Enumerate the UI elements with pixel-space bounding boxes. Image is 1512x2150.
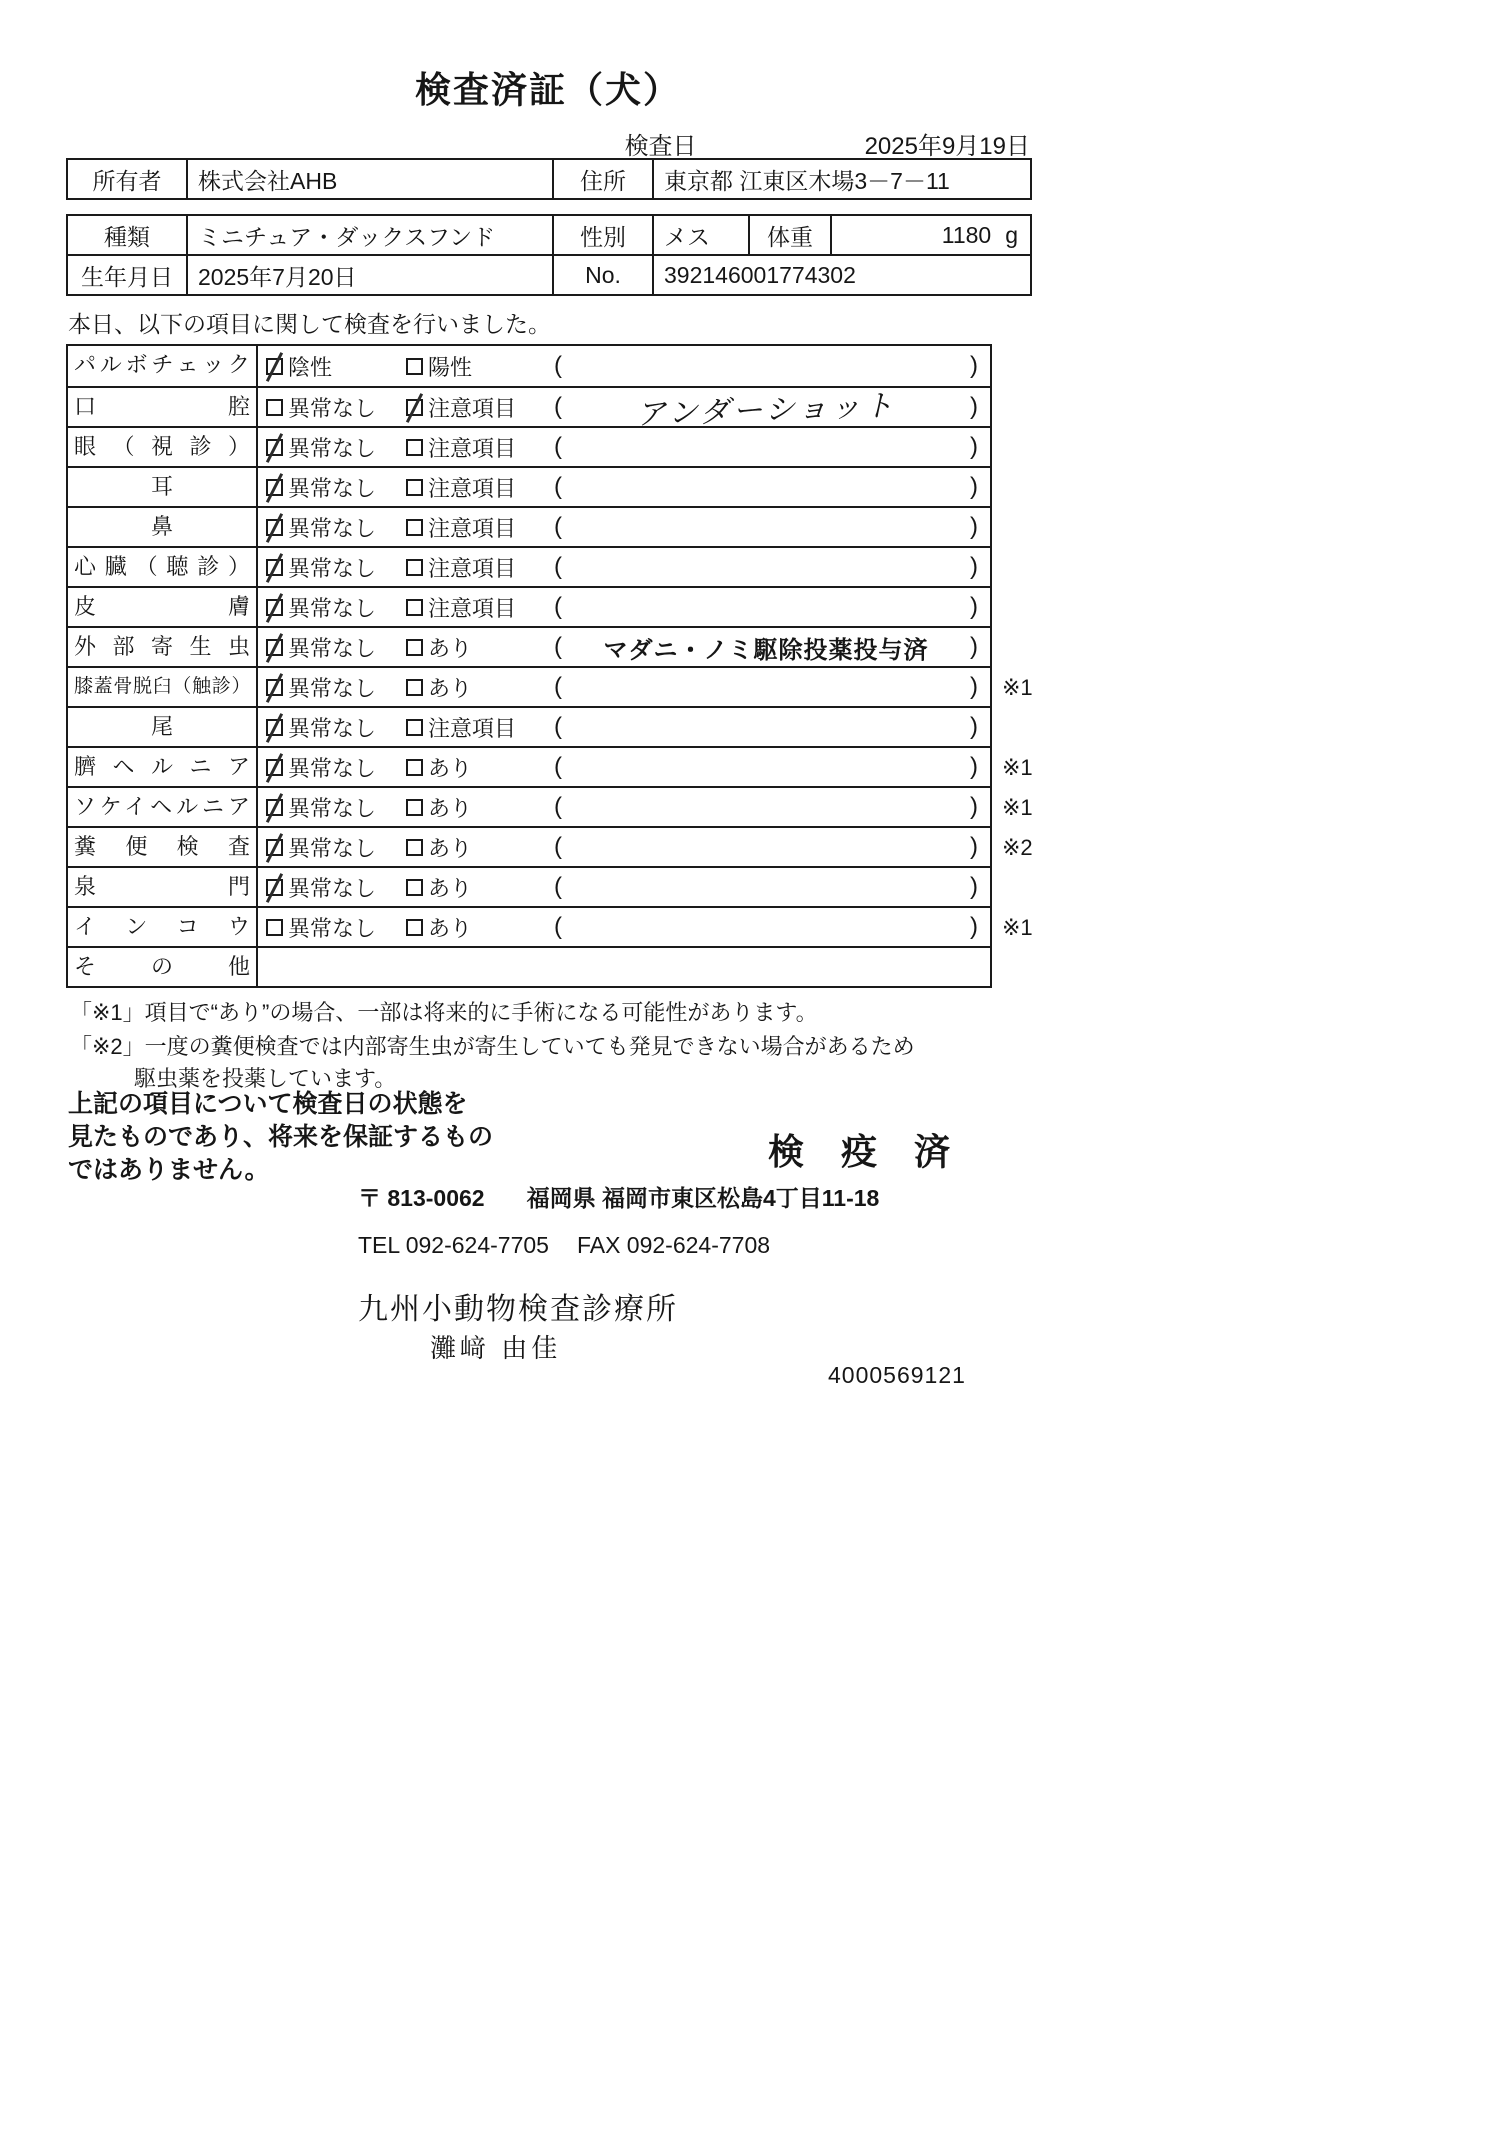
clinic-postal-line	[358, 1180, 879, 1213]
option-label: 注意項目	[428, 595, 517, 621]
option-label: あり	[428, 915, 473, 941]
option-2	[406, 632, 554, 663]
paren-close: )	[970, 713, 978, 740]
checkbox	[266, 759, 283, 776]
row-note-handwritten: アンダーショット	[635, 388, 897, 433]
option-2	[406, 872, 554, 903]
option-2	[406, 392, 554, 423]
birth-label: 生年月日	[81, 263, 173, 290]
option-2	[406, 552, 554, 583]
checkbox	[266, 479, 283, 496]
footnote-mark: ※1	[1002, 675, 1033, 700]
paren-close: )	[970, 513, 978, 540]
inspection-date-value: 2025年9月19日	[864, 133, 1030, 160]
checkbox	[266, 399, 283, 416]
item-label: その他	[68, 948, 258, 986]
clinic-address: 福岡県 福岡市東区松島4丁目11-18	[526, 1185, 880, 1211]
checkbox	[406, 559, 423, 576]
paren-close: )	[970, 913, 978, 940]
checkbox	[266, 799, 283, 816]
paren-open: (	[554, 473, 562, 500]
item-label: 外部寄生虫	[68, 628, 258, 666]
no-label: No.	[552, 256, 652, 294]
option-label: 異常なし	[288, 515, 377, 541]
paren-open: (	[554, 753, 562, 780]
checkbox	[266, 679, 283, 696]
option-1	[266, 472, 406, 503]
paren-close: )	[970, 633, 978, 660]
option-label: 異常なし	[288, 675, 377, 701]
item-label: 鼻	[68, 508, 258, 546]
option-1	[266, 912, 406, 943]
option-label: 注意項目	[428, 515, 517, 541]
paren-close: )	[970, 393, 978, 420]
option-label: あり	[428, 795, 473, 821]
checkbox	[406, 719, 423, 736]
checkbox	[406, 599, 423, 616]
pet-table-row-1	[66, 214, 1032, 256]
sex-label: 性別	[552, 216, 652, 254]
paren-close: )	[970, 473, 978, 500]
checkbox	[406, 759, 423, 776]
footnote-2-continued: 駆虫薬を投薬しています。	[134, 1066, 397, 1091]
option-2	[406, 472, 554, 503]
option-1	[266, 392, 406, 423]
item-label: 尾	[68, 708, 258, 746]
weight-unit: g	[1005, 221, 1018, 248]
owner-table	[66, 158, 1032, 200]
checkbox	[406, 439, 423, 456]
no-value: 392146001774302	[652, 256, 1030, 294]
option-2	[406, 912, 554, 943]
option-1	[266, 351, 406, 382]
option-label: 異常なし	[288, 915, 377, 941]
checkbox	[406, 679, 423, 696]
breed-value: ミニチュア・ダックスフンド	[186, 216, 552, 254]
empty-row-content	[258, 948, 990, 986]
option-label: 異常なし	[288, 475, 377, 501]
pet-table-row-2	[66, 254, 1032, 296]
row-note: マダニ・ノミ駆除投薬投与済	[603, 636, 929, 664]
option-label: 異常なし	[288, 635, 377, 661]
option-2	[406, 792, 554, 823]
item-label: 泉門	[68, 868, 258, 906]
paren-open: (	[554, 433, 562, 460]
paren-close: )	[970, 753, 978, 780]
table-row	[68, 586, 990, 626]
table-row	[68, 386, 990, 433]
option-1	[266, 512, 406, 543]
disclaimer-line: 見たものであり、将来を保証するもの	[68, 1123, 494, 1151]
weight-value	[830, 216, 1030, 254]
checkbox	[406, 639, 423, 656]
item-label: 眼（視診）	[68, 428, 258, 466]
table-row	[68, 426, 990, 466]
paren-close: )	[970, 553, 978, 580]
checkbox	[266, 639, 283, 656]
option-1	[266, 712, 406, 743]
checkbox	[266, 879, 283, 896]
statement-text: 本日、以下の項目に関して検査を行いました。	[68, 311, 551, 337]
option-label: 異常なし	[288, 595, 377, 621]
item-label: パルボチェック	[68, 346, 258, 386]
paren-close: )	[970, 873, 978, 900]
option-label: 異常なし	[288, 435, 377, 461]
item-label: 口腔	[68, 388, 258, 426]
footnote-2: 「※2」一度の糞便検査では内部寄生虫が寄生していても発見できない場合があるため	[70, 1034, 915, 1059]
checkbox	[266, 719, 283, 736]
option-2	[406, 672, 554, 703]
disclaimer	[68, 1088, 493, 1187]
paren-open: (	[554, 673, 562, 700]
item-label: 臍ヘルニア	[68, 748, 258, 786]
option-2	[406, 592, 554, 623]
option-label: 注意項目	[428, 555, 517, 581]
option-label: あり	[428, 755, 473, 781]
inspection-date-label: 検査日	[624, 133, 697, 160]
checkbox	[266, 839, 283, 856]
weight-number: 1180	[941, 221, 992, 248]
checkbox	[406, 919, 423, 936]
item-label: インコウ	[68, 908, 258, 946]
clinic-contact-line	[358, 1232, 770, 1259]
paren-open: (	[554, 553, 562, 580]
option-label: 異常なし	[288, 755, 377, 781]
postal-code: 〒 813-0062	[358, 1185, 485, 1211]
checkbox	[266, 439, 283, 456]
quarantine-stamp: 検 疫 済	[768, 1132, 965, 1172]
option-label: 異常なし	[288, 875, 377, 901]
checkbox	[406, 839, 423, 856]
clinic-name: 九州小動物検査診療所	[358, 1293, 678, 1326]
option-label: あり	[428, 835, 473, 861]
option-label: 注意項目	[428, 475, 517, 501]
owner-label: 所有者	[92, 167, 162, 194]
disclaimer-line: ではありません。	[68, 1156, 270, 1184]
option-1	[266, 872, 406, 903]
footnote-mark: ※1	[1002, 755, 1033, 780]
paren-close: )	[970, 673, 978, 700]
option-label: 異常なし	[288, 715, 377, 741]
option-label: あり	[428, 635, 473, 661]
table-row	[68, 506, 990, 546]
paren-open: (	[554, 913, 562, 940]
table-row	[68, 546, 990, 586]
paren-close: )	[970, 593, 978, 620]
option-label: 陰性	[288, 354, 333, 380]
owner-name: 株式会社AHB	[186, 160, 552, 198]
paren-open: (	[554, 833, 562, 860]
disclaimer-line: 上記の項目について検査日の状態を	[68, 1090, 468, 1118]
paren-open: (	[554, 633, 562, 660]
option-2	[406, 512, 554, 543]
table-row	[68, 946, 990, 986]
option-2	[406, 832, 554, 863]
table-row	[68, 346, 990, 386]
option-label: 注意項目	[428, 715, 517, 741]
option-label: 異常なし	[288, 795, 377, 821]
option-2	[406, 752, 554, 783]
paren-open: (	[554, 593, 562, 620]
table-row	[68, 786, 1033, 826]
address-label: 住所	[552, 160, 652, 198]
item-label: 心臓（聴診）	[68, 548, 258, 586]
option-label: あり	[428, 675, 473, 701]
item-label: 糞便検査	[68, 828, 258, 866]
sex-value: メス	[652, 216, 748, 254]
option-1	[266, 592, 406, 623]
item-label: ソケイヘルニア	[68, 788, 258, 826]
weight-label: 体重	[748, 216, 830, 254]
option-label: あり	[428, 875, 473, 901]
checkbox	[266, 358, 283, 375]
inspection-date-line	[66, 126, 1030, 161]
table-row	[68, 466, 990, 506]
checkbox	[266, 919, 283, 936]
item-label: 膝蓋骨脱臼（触診）	[68, 668, 258, 706]
breed-label: 種類	[104, 223, 150, 250]
paren-open: (	[554, 393, 562, 420]
checkbox	[406, 879, 423, 896]
paren-close: )	[970, 433, 978, 460]
footnote-mark: ※2	[1002, 835, 1033, 860]
table-row	[68, 666, 1033, 706]
table-row	[68, 866, 990, 906]
serial-number: 4000569121	[828, 1362, 966, 1388]
paren-open: (	[554, 352, 562, 379]
paren-close: )	[970, 833, 978, 860]
option-1	[266, 432, 406, 463]
option-1	[266, 792, 406, 823]
table-row	[68, 906, 1033, 946]
table-row	[68, 706, 990, 746]
inspection-table	[66, 344, 1033, 988]
footnote-mark: ※1	[1002, 795, 1033, 820]
checkbox	[266, 559, 283, 576]
option-2	[406, 351, 554, 382]
paren-close: )	[970, 352, 978, 379]
address-value: 東京都 江東区木場3－7－11	[652, 160, 1030, 198]
paren-open: (	[554, 793, 562, 820]
footnote-1: 「※1」項目で“あり”の場合、一部は将来的に手術になる可能性があります。	[70, 1000, 818, 1025]
checkbox	[266, 519, 283, 536]
option-1	[266, 632, 406, 663]
checkbox	[406, 799, 423, 816]
clinic-tel: TEL 092-624-7705	[358, 1232, 549, 1258]
option-2	[406, 712, 554, 743]
paren-open: (	[554, 713, 562, 740]
option-1	[266, 752, 406, 783]
option-2	[406, 432, 554, 463]
checkbox	[266, 599, 283, 616]
table-row	[68, 746, 1033, 786]
table-row	[68, 626, 990, 666]
item-label: 耳	[68, 468, 258, 506]
option-1	[266, 832, 406, 863]
option-1	[266, 672, 406, 703]
birth-value: 2025年7月20日	[186, 256, 552, 294]
option-label: 注意項目	[428, 395, 517, 421]
footnote-mark: ※1	[1002, 915, 1033, 940]
option-1	[266, 552, 406, 583]
option-label: 異常なし	[288, 835, 377, 861]
paren-open: (	[554, 873, 562, 900]
option-label: 異常なし	[288, 395, 377, 421]
table-row	[68, 826, 1033, 866]
clinic-fax: FAX 092-624-7708	[576, 1232, 771, 1258]
checkbox	[406, 399, 423, 416]
item-label: 皮膚	[68, 588, 258, 626]
paren-close: )	[970, 793, 978, 820]
paren-open: (	[554, 513, 562, 540]
checkbox	[406, 358, 423, 375]
checkbox	[406, 519, 423, 536]
option-label: 注意項目	[428, 435, 517, 461]
option-label: 異常なし	[288, 555, 377, 581]
option-label: 陽性	[428, 354, 473, 380]
veterinarian-name: 灘﨑 由佳	[430, 1333, 562, 1363]
checkbox	[406, 479, 423, 496]
document-title: 検査済証（犬）	[414, 69, 681, 110]
